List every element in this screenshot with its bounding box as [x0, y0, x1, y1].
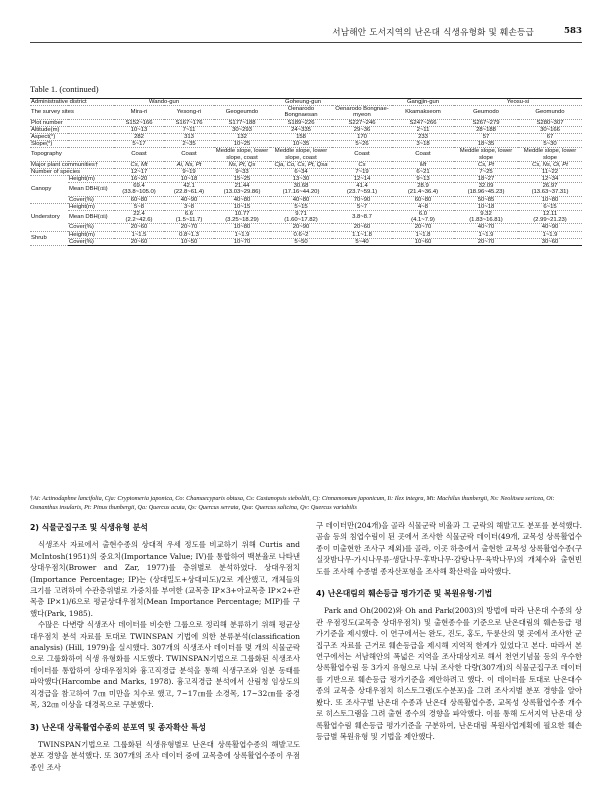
- table-cell: 60~80: [114, 196, 164, 203]
- table-cell: [454, 211, 518, 224]
- district-cell: Gangjin-gun: [392, 99, 454, 106]
- table-cell: 233: [392, 133, 454, 140]
- dbh-range: (1.83~16.81): [469, 217, 503, 224]
- dbh-range: (23.7~59.1): [346, 189, 378, 196]
- table-cell: [392, 183, 454, 196]
- dbh-mean: 9.32: [480, 211, 492, 217]
- table-cell: Coast: [392, 148, 454, 161]
- body-paragraph: 식생조사 자료에서 출현수종의 상대적 우세 정도를 비교하기 위해 Curtis and McIntosh(1951)의 중요치(Importance Value; IV)를 통합하여 백분율로 나타낸 상대우점치(Brower and Zar, 1977)를 층위별로 분석하였다. 상대우점치(Importance Percentage; IP)는 (상대밀도+상대피도)/2로 계산했고, 개체들의 크기를 고려하여 수관층위별로 가중치를 부여한 (교목층 IP×3+아교목층 IP×2+관목층 IP×1)/6으로 평균상대우점치(Mean Importance Percentage; MIP)를 구했다(Park, 1985).: [30, 540, 300, 618]
- site-cell: Mira-ri: [114, 106, 164, 119]
- table-cell: 40~80: [214, 196, 270, 203]
- table-cell: 50~85: [454, 196, 518, 203]
- table-cell: 67: [518, 133, 582, 140]
- dbh-mean: 30.68: [293, 183, 309, 190]
- table-cell: Meddle slope, lower slope, coast: [270, 148, 332, 161]
- table-row: [30, 231, 582, 238]
- table-cell: 18~27: [454, 176, 518, 183]
- table-row: [30, 141, 582, 148]
- body-paragraph: TWINSPAN기법으로 그룹화된 식생유형별로 난온대 상록활엽수종의 해발고도 분포 경향을 분석했다. 또 307개의 조사 데이터 중에 교목층에 상록활엽수종이 우점종인 조사: [30, 739, 300, 772]
- dbh-mean: 10.77: [234, 211, 250, 217]
- table-cell: Coast: [114, 148, 164, 161]
- table-caption: Table 1. (continued): [30, 84, 99, 94]
- table-cell: 1~1.9: [454, 231, 518, 238]
- row-label: Major plant communities†: [30, 161, 114, 168]
- table-row: [30, 203, 582, 210]
- table-cell: 30~293: [214, 126, 270, 133]
- header-rule: [30, 42, 582, 43]
- table-cell: 16~20: [114, 176, 164, 183]
- dbh-mean: 42.1: [183, 183, 195, 190]
- table-cell: 6~21: [392, 168, 454, 175]
- table-cell: Meddle slope, lower slope: [518, 148, 582, 161]
- dbh-range: (18.96~45.23): [467, 189, 505, 196]
- table-cell: [214, 211, 270, 224]
- site-cell: Kkamakseom: [392, 106, 454, 119]
- table-cell: 1~1.9: [214, 231, 270, 238]
- row-label: Number of species: [30, 168, 114, 175]
- table-cell: 5~30: [518, 141, 582, 148]
- footnote-mark: †: [30, 495, 34, 502]
- running-header: [30, 26, 582, 40]
- dbh-range: (17.16~44.20): [282, 189, 320, 196]
- layer-group-label: Canopy: [30, 176, 68, 204]
- table-cell: 28~188: [454, 126, 518, 133]
- table-cell: 30~166: [518, 126, 582, 133]
- table-cell: Cs, Pt: [454, 161, 518, 168]
- row-label: Height(m): [68, 231, 114, 238]
- table-cell: 5~40: [332, 238, 392, 245]
- table-cell: [164, 183, 214, 196]
- sites-label: The survey sites: [30, 106, 114, 119]
- table-cell: 313: [164, 133, 214, 140]
- dbh-range: (13.03~29.86): [223, 189, 261, 196]
- site-cell: Geomundo: [518, 106, 582, 119]
- site-cell: Geumodo: [454, 106, 518, 119]
- table-cell: 20~70: [392, 224, 454, 231]
- table-cell: [114, 211, 164, 224]
- table-row: [30, 196, 582, 203]
- table-cell: [114, 183, 164, 196]
- table-cell: 5~8: [114, 203, 164, 210]
- dbh-mean: 3.8~8.7: [352, 214, 372, 221]
- table-cell: 6~34: [270, 168, 332, 175]
- table-cell: S167~176: [164, 119, 214, 126]
- table-cell: [164, 211, 214, 224]
- table-cell: 0.6~2: [270, 231, 332, 238]
- table-cell: 158: [270, 133, 332, 140]
- table-cell: 4~8: [392, 203, 454, 210]
- table-cell: Coast: [164, 148, 214, 161]
- row-label: Altitude(m): [30, 126, 114, 133]
- table-cell: 30~60: [518, 238, 582, 245]
- body-paragraph: 수많은 다변량 식생조사 데이터를 비슷한 그룹으로 정리해 분류하기 위해 평균상대우점치 분석 자료를 토대로 TWINSPAN 기법에 의한 분류분석(classification analysis) (Hill, 1979)을 실시했다. 307개의 식생조사 데이터를 몇 개의 식물군락으로 그룹화하여 식생 유형화를 시도했다. TWINSPAN기법으로 그룹화된 식생조사 데이터를 통합하여 상대우점치와 흉고직경급 분석을 통해 식생구조와 임분 동태를 파악했다(Harcombe and Marks, 1978). 흉고직경급 분석에서 산림청 임상도의 직경급을 참고하여 7㎝ 미만을 치수로 했고, 7~17㎝를 소경목, 17~32㎝를 중경목, 32㎝ 이상을 대경목으로 구분했다.: [30, 620, 300, 710]
- table-cell: S280~307: [518, 119, 582, 126]
- table-cell: 10~70: [214, 238, 270, 245]
- table-cell: 10~18: [164, 176, 214, 183]
- dbh-mean: 6.0: [418, 211, 428, 217]
- table-cell: Ai, Ns, Pt: [164, 161, 214, 168]
- dbh-mean: 26.97: [542, 183, 558, 190]
- table-cell: 7~11: [164, 126, 214, 133]
- table-cell: Cs, Ns, Oi, Pt: [518, 161, 582, 168]
- table-cell: 18~35: [454, 141, 518, 148]
- table-cell: 9~19: [164, 168, 214, 175]
- row-label: Plot number: [30, 119, 114, 126]
- row-label: Cover(%): [68, 196, 114, 203]
- table-cell: 10~15: [214, 203, 270, 210]
- table-cell: 7~19: [332, 168, 392, 175]
- table-cell: 5~50: [270, 238, 332, 245]
- table-cell: 132: [214, 133, 270, 140]
- table-row: [30, 126, 582, 133]
- table-cell: 40~90: [164, 196, 214, 203]
- site-cell: Geogeumdo: [214, 106, 270, 119]
- table-cell: S152~166: [114, 119, 164, 126]
- dbh-mean: 32.09: [478, 183, 494, 190]
- table-cell: [392, 211, 454, 224]
- table-cell: 10~80: [518, 196, 582, 203]
- district-label: Administrative district: [30, 99, 114, 106]
- table-cell: 282: [114, 133, 164, 140]
- table-cell: 10~25: [214, 141, 270, 148]
- table-cell: 5~15: [270, 203, 332, 210]
- layer-group-label: Understory: [30, 203, 68, 231]
- section-heading-4: 4) 난온대림의 훼손등급 평가기준 및 복원유형·기법: [316, 589, 493, 599]
- site-table: [30, 98, 582, 246]
- table-cell: 13~30: [270, 176, 332, 183]
- table-row: [30, 119, 582, 126]
- table-cell: 10~13: [114, 126, 164, 133]
- table-cell: 12~17: [114, 168, 164, 175]
- table-cell: [518, 211, 582, 224]
- row-label: Topography: [30, 148, 114, 161]
- table-cell: 6~15: [518, 203, 582, 210]
- dbh-range: (3.25~18.29): [225, 217, 259, 224]
- table-cell: 10~50: [164, 238, 214, 245]
- dbh-mean: 21.44: [234, 183, 250, 190]
- table-row: [30, 161, 582, 168]
- site-cell: Oenarodo Bongnae-myeon: [332, 106, 392, 119]
- table-cell: S267~279: [454, 119, 518, 126]
- table-cell: [454, 183, 518, 196]
- dbh-range: (13.63~37.31): [531, 189, 569, 196]
- dbh-range: (2.2~42.6): [125, 217, 153, 224]
- site-cell: Yesong-ri: [164, 106, 214, 119]
- district-row: [30, 99, 582, 106]
- table-cell: 5~17: [114, 141, 164, 148]
- table-cell: Coast: [332, 148, 392, 161]
- dbh-mean: 9.71: [295, 211, 307, 217]
- table-cell: [270, 211, 332, 224]
- left-column: [30, 520, 300, 773]
- footnote-text: Ai: Actinodaphne lancifolia, Cja: Cryptomeria japonica, Co: Chamaecyparis obtusa, Cs: Castanopsis sieboldii, Cj: Cinnamomum japonicum, Ii: Ilex integra, Mt: Machilus thunbergii, Ns: Neolitsea sericea, Oi: Osmanthus insularis, Pt: Pinus thunbergii, Qa: Quercus acuta, Qs: Quercus serrata, Qsa: Quercus salicina, Qv: Quercus variabilis: [30, 495, 555, 511]
- dbh-mean: 41.4: [356, 183, 368, 190]
- table-cell: 20~60: [332, 224, 392, 231]
- sites-row: [30, 106, 582, 119]
- table-row: [30, 148, 582, 161]
- table-cell: 20~90: [270, 224, 332, 231]
- table-cell: 2~11: [392, 126, 454, 133]
- table-cell: 1~1.8: [392, 231, 454, 238]
- table-cell: 9~33: [214, 168, 270, 175]
- table-cell: 20~60: [114, 238, 164, 245]
- table-cell: 40~70: [454, 224, 518, 231]
- table-cell: Cja, Co, Cs, Pt, Qsa: [270, 161, 332, 168]
- dbh-range: (1.60~17.82): [284, 217, 318, 224]
- table-cell: 3~18: [392, 141, 454, 148]
- table-cell: [332, 211, 392, 224]
- district-cell: Yeosu-si: [454, 99, 582, 106]
- table-row: [30, 133, 582, 140]
- table-row: [30, 168, 582, 175]
- table-cell: S247~266: [392, 119, 454, 126]
- table-cell: Cs: [332, 161, 392, 168]
- dbh-range: (21.4~36.4): [407, 189, 439, 196]
- table-cell: 1~1.9: [518, 231, 582, 238]
- site-cell: Oenarodo Bongnaesan: [270, 106, 332, 119]
- district-cell: Goheung-gun: [214, 99, 392, 106]
- table-cell: 20~70: [454, 238, 518, 245]
- table-cell: 10~35: [270, 141, 332, 148]
- page-number: 583: [564, 26, 582, 36]
- table-cell: 1~1.5: [114, 231, 164, 238]
- table-cell: 12~14: [332, 176, 392, 183]
- dbh-mean: 28.9: [417, 183, 429, 190]
- table-cell: 12~34: [518, 176, 582, 183]
- table-row: [30, 183, 582, 196]
- table-cell: S189~226: [270, 119, 332, 126]
- dbh-mean: 22.4: [133, 211, 145, 217]
- table-cell: 10~60: [392, 238, 454, 245]
- row-label: Aspect(°): [30, 133, 114, 140]
- table-cell: Meddle slope, lower slope, coast: [215, 148, 269, 161]
- district-cell: Wando-gun: [114, 99, 214, 106]
- table-cell: 9~13: [392, 176, 454, 183]
- table-cell: [332, 183, 392, 196]
- table-cell: 3~8: [164, 203, 214, 210]
- table-cell: 2~35: [164, 141, 214, 148]
- table-cell: Ns, Pt, Qs: [214, 161, 270, 168]
- table-cell: 10~80: [214, 224, 270, 231]
- row-label: Slope(°): [30, 141, 114, 148]
- table-cell: Mt: [392, 161, 454, 168]
- row-label: Height(m): [68, 176, 114, 183]
- right-column: [316, 520, 582, 742]
- row-label: Height(m): [68, 203, 114, 210]
- section-heading-3: 3) 난온대 상록활엽수종의 분포역 및 종자확산 특성: [30, 722, 206, 732]
- row-label: Mean DBH(㎝): [68, 211, 114, 224]
- table-cell: S227~246: [332, 119, 392, 126]
- body-paragraph: Park and Oh(2002)와 Oh and Park(2003)의 방법에 따라 난온대 수종의 상관 우점정도(교목층 상대우점치) 및 출현종수를 기준으로 난온대림의 훼손등급 평가기준을 제시했다. 이 연구에서는 완도, 진도, 홍도, 두륜산의 몇 곳에서 조사한 군집구조 자료를 근거로 훼손등급을 제시해 지역적 한계가 있었다고 본다. 따라서 본 연구에서는 서남해안의 폭넓은 지역을 조사대상지로 해서 천연기념물 등의 우수한 상록활엽수림 등 3가지 유형으로 나눠 조사한 다량(307개)의 식물군집구조 데이터를 기반으로 훼손등급 평가기준을 제안하려고 했다. 이 데이터를 토대로 난온대수종의 교목층 상대우점치 히스토그램(도수분포)을 그려 조사지별 분포 경향을 알아봤다. 또 조사구별 난온대 수종과 난온대 상록활엽수종, 교목성 상록활엽수종 개수로 히스토그램을 그려 출현 종수의 경향을 파악했다. 이를 통해 도서지역 난온대 상록활엽수림 훼손등급 평가기준을 구분하여, 난온대림 복원사업계획에 필요한 훼손등급별 복원유형 및 기법을 제안했다.: [316, 606, 582, 741]
- table-cell: 70~90: [332, 196, 392, 203]
- table-cell: 1.1~1.8: [332, 231, 392, 238]
- table-cell: 24~335: [270, 126, 332, 133]
- table-row: [30, 224, 582, 231]
- table-cell: 5~7: [332, 203, 392, 210]
- table-cell: 7~25: [454, 168, 518, 175]
- body-paragraph: 구 데이터만(204개)을 골라 식물군락 비율과 그 군락의 해발고도 분포를 분석했다. 곰솔 등의 침엽수림이 된 곳에서 조사한 식물군락 데이터(49개, 교목성 상록활엽수종이 미출현한 조사구 제외)를 골라, 이곳 하층에서 출현한 교목성 상록활엽수종(구실잣밤나무·가시나무류·생달나무·후박나무·감탕나무·육박나무)의 개체수와 출현빈도를 조사해 수종별 종자산포형을 조사해 확산력을 파악했다.: [316, 521, 582, 576]
- dbh-range: (2.99~21.23): [533, 217, 567, 224]
- table-row: [30, 238, 582, 245]
- table-cell: 40~90: [518, 224, 582, 231]
- table-cell: 60~80: [392, 196, 454, 203]
- table-cell: Cs, Mt: [114, 161, 164, 168]
- row-label: Cover(%): [68, 224, 114, 231]
- table-cell: 40~80: [270, 196, 332, 203]
- table-cell: [518, 183, 582, 196]
- table-cell: Meddle slope, lower slope: [454, 148, 518, 161]
- dbh-range: (22.8~61.4): [173, 189, 205, 196]
- layer-group-label: Shrub: [30, 231, 68, 245]
- table-cell: 11~22: [518, 168, 582, 175]
- table-footnote: [30, 494, 582, 512]
- dbh-range: (33.8~105.0): [122, 189, 156, 196]
- table-cell: 20~70: [164, 224, 214, 231]
- table-cell: 170: [332, 133, 392, 140]
- row-label: Cover(%): [68, 238, 114, 245]
- table-cell: 0.8~1.3: [164, 231, 214, 238]
- running-title: 서남해안 도서지역의 난온대 식생유형화 및 훼손등급: [332, 28, 534, 38]
- dbh-range: (4.1~7.9): [411, 217, 435, 224]
- table-row: [30, 211, 582, 224]
- table-cell: 10~18: [454, 203, 518, 210]
- table-cell: 5~26: [332, 141, 392, 148]
- table-cell: 15~25: [214, 176, 270, 183]
- dbh-mean: 6.6: [184, 211, 194, 217]
- row-label: Mean DBH(㎝): [68, 183, 114, 196]
- table-cell: [270, 183, 332, 196]
- dbh-range: (1.5~11.7): [175, 217, 203, 224]
- table-cell: [214, 183, 270, 196]
- table-cell: 20~60: [114, 224, 164, 231]
- dbh-mean: 69.4: [133, 183, 145, 190]
- table-cell: S177~188: [214, 119, 270, 126]
- section-heading-2: 2) 식물군집구조 및 식생유형 분석: [30, 523, 148, 532]
- table-cell: 57: [454, 133, 518, 140]
- table-cell: 29~36: [332, 126, 392, 133]
- dbh-mean: 12.11: [542, 211, 558, 217]
- table-row: [30, 176, 582, 183]
